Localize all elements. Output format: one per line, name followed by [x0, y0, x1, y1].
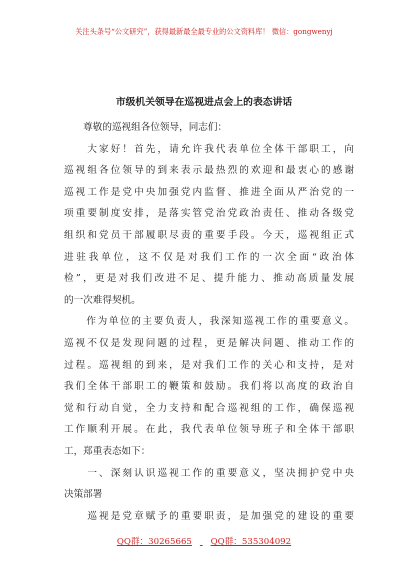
body-line: 巡视工作是党中央加强党内监督、推进全面从严治党的一: [64, 186, 354, 198]
body-line: 检”，更是对我们改进不足、提升能力、推动高质量发展: [64, 273, 354, 285]
body-line: 项重要制度安排，是落实管党治党政治责任、推动各级党: [64, 208, 354, 220]
body-line: 巡视不仅是发现问题的过程，更是解决问题、推动工作的: [64, 337, 354, 349]
document-title: 市级机关领导在巡视进点会上的表态讲话: [115, 97, 293, 108]
body-line: 觉和行动自觉，全力支持和配合巡视组的工作，确保巡视: [64, 402, 354, 414]
body-line: 的一次难得契机。: [64, 294, 141, 306]
footer-qq-group-1: QQ群：30265665: [116, 537, 192, 547]
body-line: 工作顺利开展。在此，我代表单位领导班子和全体干部职: [64, 424, 354, 436]
document-body: [64, 117, 354, 527]
body-line: 一、深刻认识巡视工作的重要意义，坚决拥护党中央: [64, 467, 354, 479]
body-line: 大家好！首先，请允许我代表单位全体干部职工，向: [64, 143, 354, 155]
footer-qq-group-2: QQ群：535304092: [210, 537, 292, 547]
body-line: 进驻我单位，这不仅是对我们工作的一次全面“政治体: [64, 251, 354, 263]
header-banner: 关注头条号“公文研究”，获得最新最全最专业的公文资料库！ 微信：gongwenyj: [75, 27, 333, 36]
body-line: 过程。巡视组的到来，是对我们工作的关心和支持，是对: [64, 359, 354, 371]
body-line: 组织和党员干部履职尽责的重要手段。今天，巡视组正式: [64, 229, 354, 241]
body-line: 尊敬的巡视组各位领导，同志们：: [64, 122, 228, 133]
body-line: 巡视组各位领导的到来表示最热烈的欢迎和最衷心的感谢: [64, 165, 354, 177]
body-line: 巡视是党章赋予的重要职责，是加强党的建设的重要: [64, 510, 354, 522]
body-line: 作为单位的主要负责人，我深知巡视工作的重要意义。: [64, 316, 354, 328]
body-line: 我们全体干部职工的鞭策和鼓励。我们将以高度的政治自: [64, 381, 354, 393]
footer: [0, 535, 408, 547]
body-line: 决策部署: [64, 489, 103, 501]
body-line: 工，郑重表态如下：: [64, 445, 151, 457]
